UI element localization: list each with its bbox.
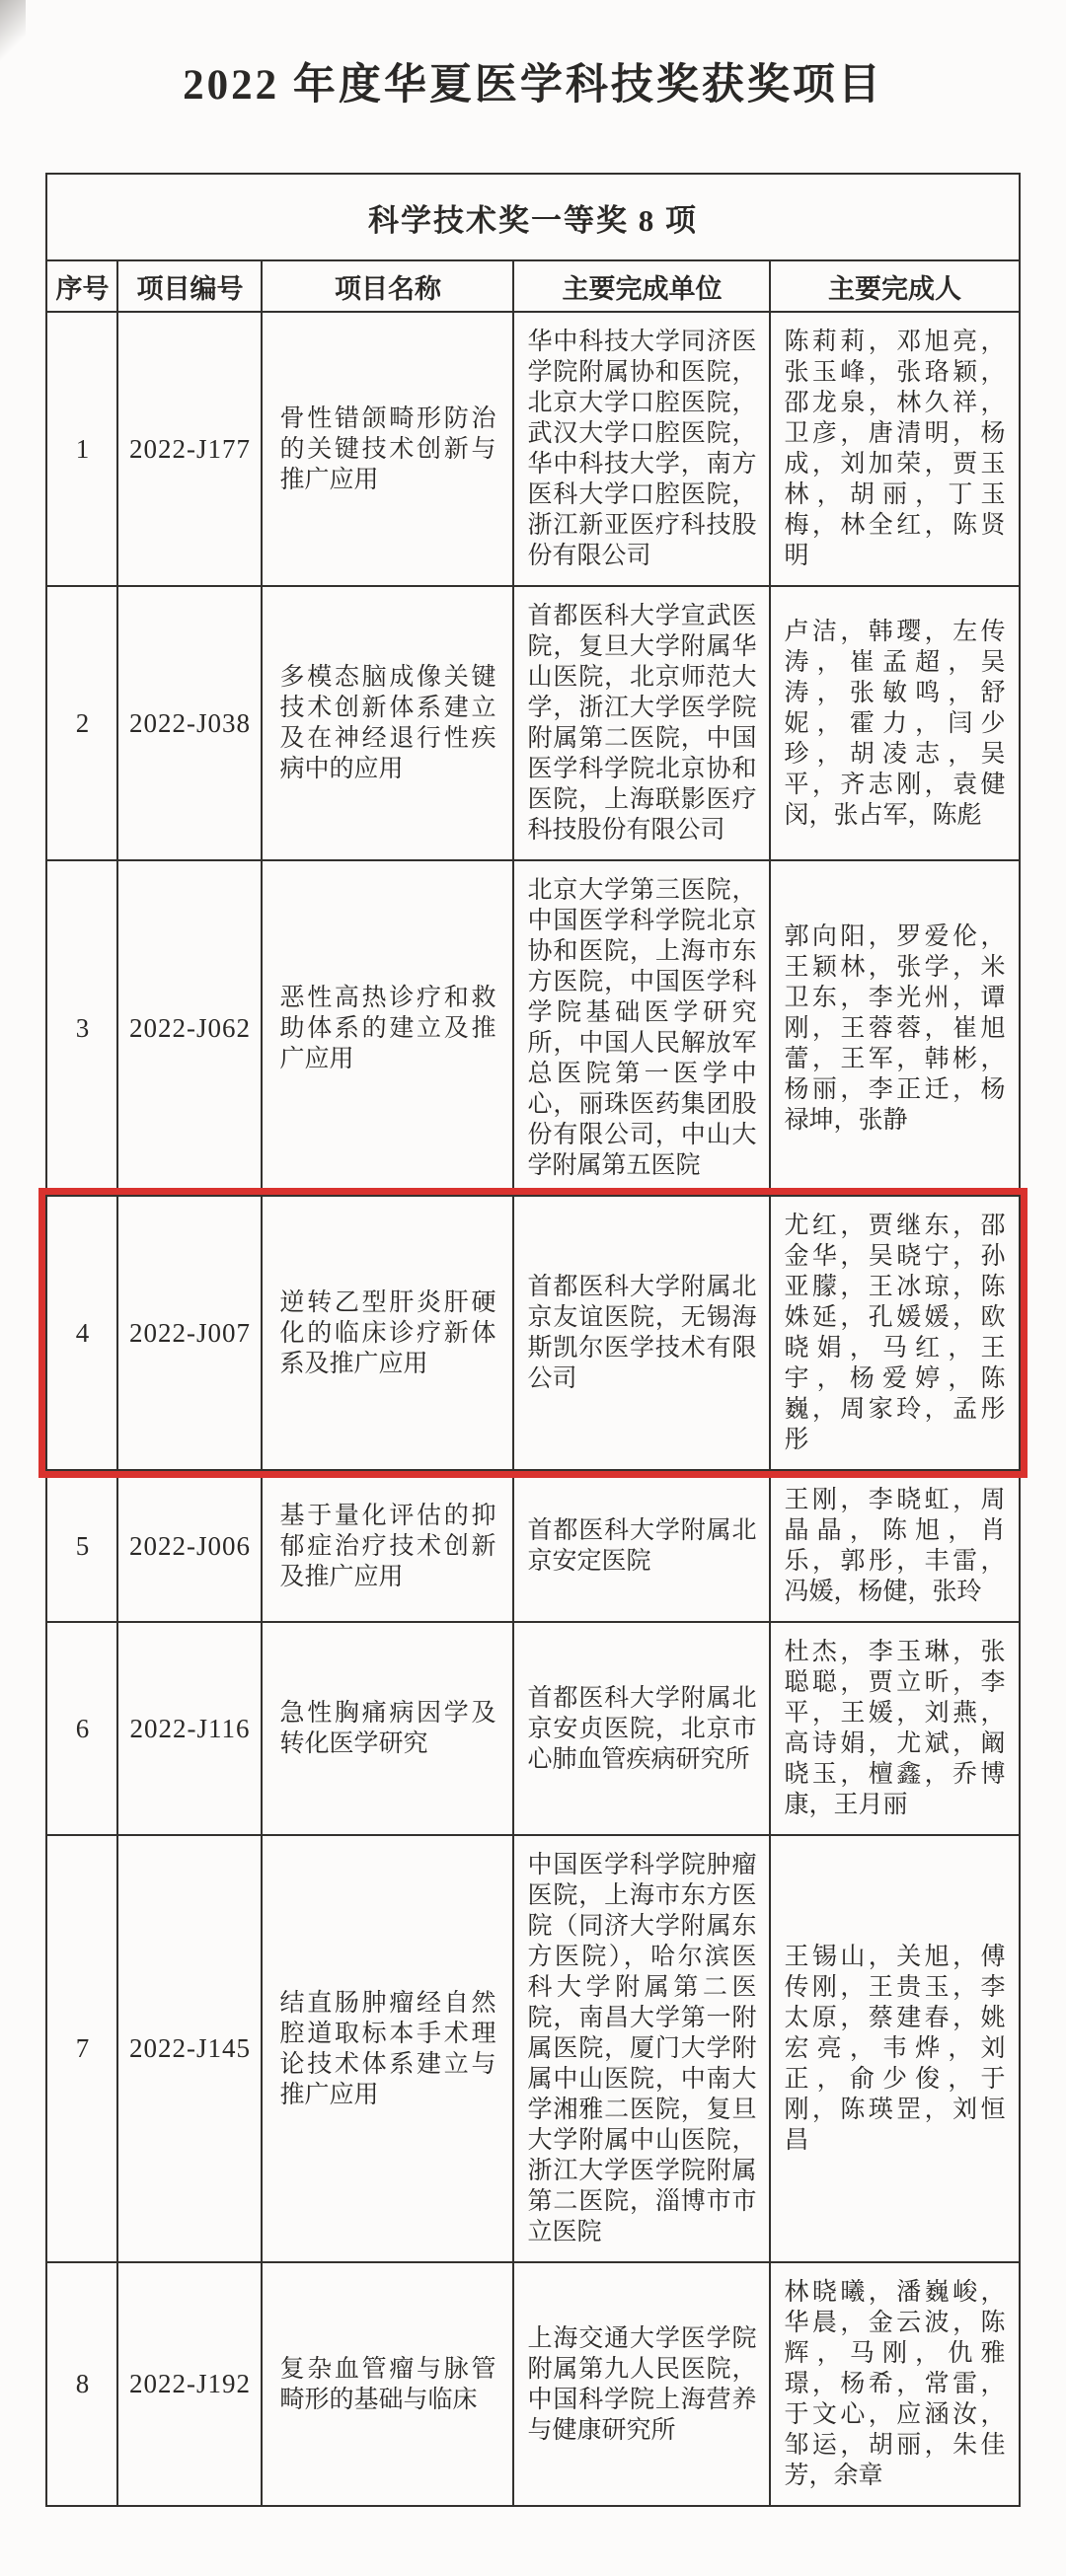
column-header-no: 序号 [46, 260, 117, 312]
cell-project-name: 基于量化评估的抑郁症治疗技术创新及推广应用 [262, 1470, 513, 1622]
cell-serial: 1 [46, 312, 117, 586]
cell-serial: 8 [46, 2262, 117, 2506]
table-row [46, 1622, 1019, 1835]
table-row [46, 586, 1019, 860]
section-header-row [46, 174, 1019, 260]
cell-main-people: 卢洁，韩璎，左传涛，崔孟超，吴涛，张敏鸣，舒妮，霍力，闫少珍，胡凌志，吴平，齐志刚，袁健闵，张占军，陈彪 [770, 586, 1019, 860]
cell-project-name: 多模态脑成像关键技术创新体系建立及在神经退行性疾病中的应用 [262, 586, 513, 860]
cell-main-people: 杜杰，李玉琳，张聪聪，贾立昕，李平，王媛，刘燕，高诗娟，尤斌，阚晓玉，檀鑫，乔博康，王月丽 [770, 1622, 1019, 1835]
cell-project-code: 2022-J062 [117, 860, 262, 1196]
cell-main-people: 尤红，贾继东，邵金华，吴晓宁，孙亚朦，王冰琼，陈姝延，孔媛媛，欧晓娟，马红，王宇，杨爱婷，陈巍，周家玲，孟彤彤 [770, 1196, 1019, 1470]
cell-serial: 5 [46, 1470, 117, 1622]
cell-project-code: 2022-J177 [117, 312, 262, 586]
column-header-code: 项目编号 [117, 260, 262, 312]
cell-main-units: 华中科技大学同济医学院附属协和医院，北京大学口腔医院，武汉大学口腔医院，华中科技大学，南方医科大学口腔医院，浙江新亚医疗科技股份有限公司 [513, 312, 770, 586]
page-title: 2022 年度华夏医学科技奖获奖项目 [183, 62, 883, 109]
cell-main-people: 林晓曦，潘巍峻，华晨，金云波，陈辉，马刚，仇雅璟，杨希，常雷，于文心，应涵汝，邹运，胡丽，朱佳芳，余章 [770, 2262, 1019, 2506]
cell-project-code: 2022-J145 [117, 1835, 262, 2262]
table-row [46, 312, 1019, 586]
award-table [45, 173, 1020, 2507]
table-row [46, 1470, 1019, 1622]
cell-project-code: 2022-J192 [117, 2262, 262, 2506]
cell-project-name: 恶性高热诊疗和救助体系的建立及推广应用 [262, 860, 513, 1196]
cell-project-code: 2022-J038 [117, 586, 262, 860]
cell-project-code: 2022-J006 [117, 1470, 262, 1622]
cell-project-name: 结直肠肿瘤经自然腔道取标本手术理论技术体系建立与推广应用 [262, 1835, 513, 2262]
table-row [46, 2262, 1019, 2506]
column-header-units: 主要完成单位 [513, 260, 770, 312]
cell-main-people: 陈莉莉，邓旭亮，张玉峰，张珞颖，邵龙泉，林久祥，卫彦，唐清明，杨成，刘加荣，贾玉林，胡丽，丁玉梅，林全红，陈贤明 [770, 312, 1019, 586]
scan-artifact [0, 0, 26, 63]
cell-serial: 7 [46, 1835, 117, 2262]
column-header-row [46, 260, 1019, 312]
table-row [46, 1835, 1019, 2262]
cell-main-units: 上海交通大学医学院附属第九人民医院，中国科学院上海营养与健康研究所 [513, 2262, 770, 2506]
cell-main-units: 中国医学科学院肿瘤医院，上海市东方医院（同济大学附属东方医院），哈尔滨医科大学附属第二医院，南昌大学第一附属医院，厦门大学附属中山医院，中南大学湘雅二医院，复旦大学附属中山医院，浙江大学医学院附属第二医院，淄博市市立医院 [513, 1835, 770, 2262]
cell-main-units: 首都医科大学附属北京友谊医院，无锡海斯凯尔医学技术有限公司 [513, 1196, 770, 1470]
cell-main-people: 郭向阳，罗爱伦，王颖林，张学，米卫东，李光州，谭刚，王蓉蓉，崔旭蕾，王军，韩彬，杨丽，李正迁，杨禄坤，张静 [770, 860, 1019, 1196]
cell-project-name: 骨性错颌畸形防治的关键技术创新与推广应用 [262, 312, 513, 586]
column-header-people: 主要完成人 [770, 260, 1019, 312]
cell-main-units: 首都医科大学宣武医院，复旦大学附属华山医院，北京师范大学，浙江大学医学院附属第二医院，中国医学科学院北京协和医院，上海联影医疗科技股份有限公司 [513, 586, 770, 860]
cell-serial: 2 [46, 586, 117, 860]
cell-main-people: 王刚，李晓虹，周晶晶，陈旭，肖乐，郭彤，丰雷，冯媛，杨健，张玲 [770, 1470, 1019, 1622]
highlighted-row [46, 1196, 1019, 1470]
cell-serial: 4 [46, 1196, 117, 1470]
cell-main-units: 首都医科大学附属北京安定医院 [513, 1470, 770, 1622]
cell-project-name: 逆转乙型肝炎肝硬化的临床诊疗新体系及推广应用 [262, 1196, 513, 1470]
cell-project-name: 急性胸痛病因学及转化医学研究 [262, 1622, 513, 1835]
cell-main-people: 王锡山，关旭，傅传刚，王贵玉，李太原，蔡建春，姚宏亮，韦烨，刘正，俞少俊，于刚，陈瑛罡，刘恒昌 [770, 1835, 1019, 2262]
cell-project-name: 复杂血管瘤与脉管畸形的基础与临床 [262, 2262, 513, 2506]
cell-serial: 3 [46, 860, 117, 1196]
column-header-name: 项目名称 [262, 260, 513, 312]
cell-project-code: 2022-J116 [117, 1622, 262, 1835]
cell-serial: 6 [46, 1622, 117, 1835]
cell-main-units: 首都医科大学附属北京安贞医院，北京市心肺血管疾病研究所 [513, 1622, 770, 1835]
cell-project-code: 2022-J007 [117, 1196, 262, 1470]
table-row [46, 860, 1019, 1196]
section-header: 科学技术奖一等奖 8 项 [46, 174, 1019, 260]
cell-main-units: 北京大学第三医院，中国医学科学院北京协和医院，上海市东方医院，中国医学科学院基础医学研究所，中国人民解放军总医院第一医学中心，丽珠医药集团股份有限公司，中山大学附属第五医院 [513, 860, 770, 1196]
